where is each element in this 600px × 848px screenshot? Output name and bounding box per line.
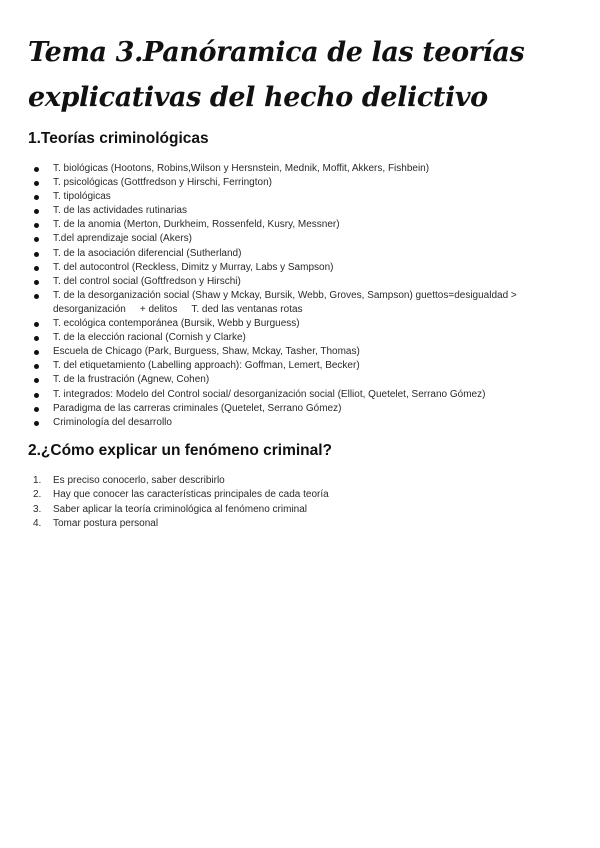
continuation-ventanas-rotas: T. ded las ventanas rotas	[191, 303, 303, 315]
bullet-icon	[34, 378, 39, 383]
list-item: 3. Saber aplicar la teoría criminológica al fenómeno criminal	[0, 503, 560, 517]
bullet-icon	[34, 237, 39, 242]
list-item: T. de la frustración (Agnew, Cohen)	[0, 373, 560, 387]
bullet-icon	[34, 209, 39, 214]
list-number: 3.	[33, 503, 42, 515]
list-number: 4.	[33, 517, 42, 529]
list-item: T. de las actividades rutinarias	[0, 204, 560, 218]
bullet-icon	[34, 167, 39, 172]
section-heading-teorias: 1.Teorías criminológicas	[28, 130, 209, 147]
bullet-icon	[34, 252, 39, 257]
list-item: T. de la desorganización social (Shaw y Mckay, Bursik, Webb, Groves, Sampson) guettos=desigualdad > desorganización + delitos T. ded las ventanas rotas	[0, 289, 560, 317]
continuation-desorganizacion: desorganización	[53, 303, 126, 315]
bullet-icon	[34, 195, 39, 200]
bullet-icon	[34, 350, 39, 355]
document-title: Tema 3.Panóramica de las teorías explicativas del hecho delictivo	[28, 37, 525, 113]
bullet-icon	[34, 393, 39, 398]
list-item: 1. Es preciso conocerlo, saber describirlo	[0, 474, 560, 488]
steps-list	[0, 474, 560, 531]
bullet-icon	[34, 336, 39, 341]
list-item: T. ecológica contemporánea (Bursik, Webb y Burguess)	[0, 317, 560, 331]
list-item: T. integrados: Modelo del Control social/ desorganización social (Elliot, Quetelet, Serrano Gómez)	[0, 388, 560, 402]
list-item: 4. Tomar postura personal	[0, 517, 560, 531]
list-item: T. del control social (Goftfredson y Hirschi)	[0, 275, 560, 289]
bullet-icon	[34, 322, 39, 327]
list-item: T. del etiquetamiento (Labelling approach): Goffman, Lemert, Becker)	[0, 359, 560, 373]
list-item: Paradigma de las carreras criminales (Quetelet, Serrano Gómez)	[0, 402, 560, 416]
bullet-icon	[34, 407, 39, 412]
bullet-icon	[34, 266, 39, 271]
list-item: T. de la asociación diferencial (Sutherland)	[0, 247, 560, 261]
list-item: 2. Hay que conocer las características principales de cada teoría	[0, 488, 560, 502]
list-item: T. de la elección racional (Cornish y Clarke)	[0, 331, 560, 345]
list-number: 2.	[33, 489, 42, 501]
list-number: 1.	[33, 475, 42, 486]
bullet-icon	[34, 421, 39, 426]
list-item: T.del aprendizaje social (Akers)	[0, 232, 560, 246]
bullet-icon	[34, 280, 39, 285]
list-item: T. psicológicas (Gottfredson y Hirschi, Ferrington)	[0, 176, 560, 190]
bullet-icon	[34, 181, 39, 186]
list-item: Criminología del desarrollo	[0, 416, 560, 430]
theories-list	[0, 162, 560, 430]
bullet-icon	[34, 294, 39, 299]
list-item: T. biológicas (Hootons, Robins,Wilson y Hersnstein, Mednik, Moffit, Akkers, Fishbein)	[0, 162, 560, 176]
section-heading-como-explicar: 2.¿Cómo explicar un fenómeno criminal?	[28, 442, 333, 459]
list-item: Escuela de Chicago (Park, Burguess, Shaw, Mckay, Tasher, Thomas)	[0, 345, 560, 359]
list-item: T. de la anomia (Merton, Durkheim, Rossenfeld, Kusry, Messner)	[0, 218, 560, 232]
list-item: T. tipológicas	[0, 190, 560, 204]
list-item: T. del autocontrol (Reckless, Dimitz y Murray, Labs y Sampson)	[0, 261, 560, 275]
bullet-icon	[34, 223, 39, 228]
continuation-delitos: + delitos	[139, 303, 178, 315]
bullet-icon	[34, 364, 39, 369]
